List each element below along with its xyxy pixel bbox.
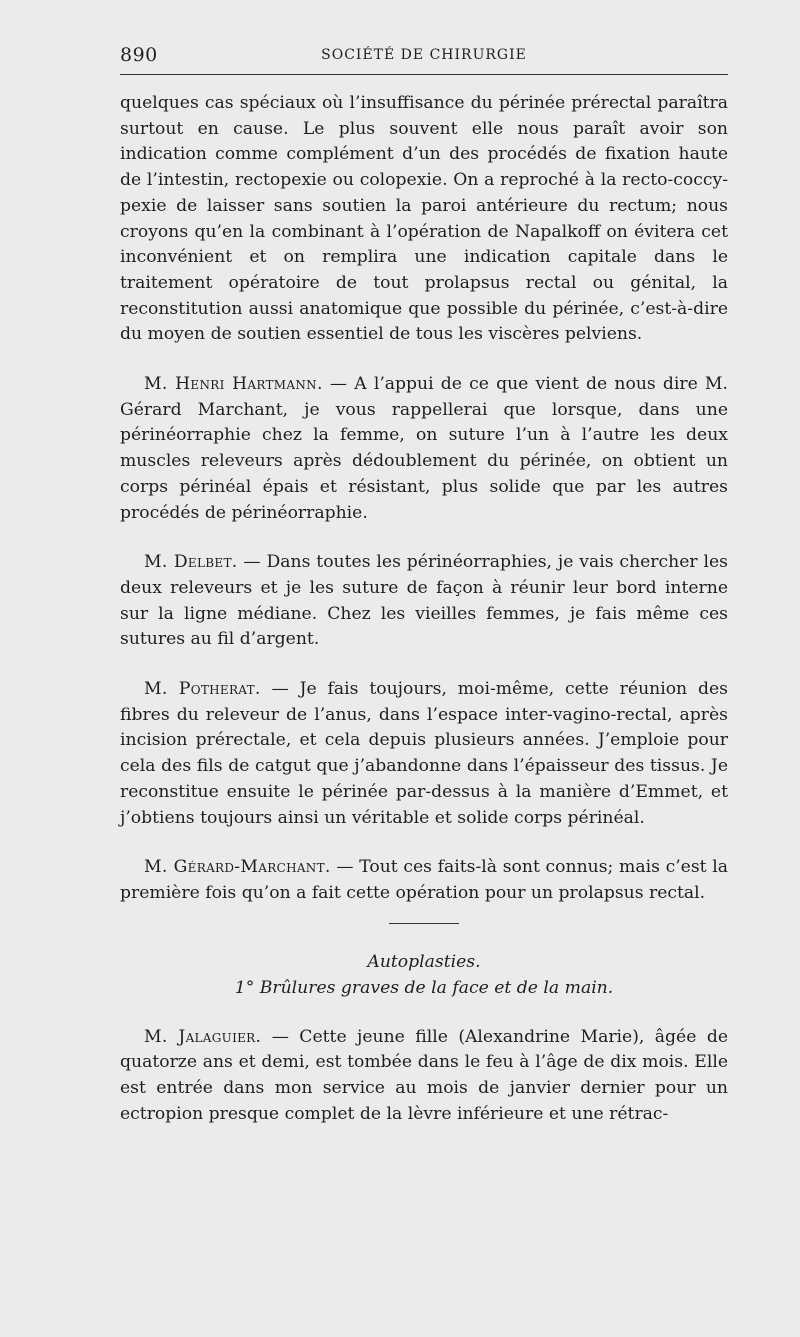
page-number: 890 xyxy=(120,44,158,66)
header-rule xyxy=(120,74,728,75)
paragraph-text: — Cette jeune fille (Alexandrine Marie), âgée de quatorze ans et demi, est tombée dans le feu à l’âge de dix mois. Elle est entrée dans mon service au mois de janvier dernier pour un ectropion presque complet de la lèvre inférieure et une rétrac- xyxy=(120,1026,728,1124)
paragraph-text: — Je fais toujours, moi-même, cette réunion des fibres du releveur de l’anus, dans l’espace inter-vagino-rectal, après incision prérectale, et cela depuis plusieurs années. J’emploie pour cela des fils de catgut que j’abandonne dans l’épaisseur des tissus. Je reconstitue ensuite le périnée par-dessus à la manière d’Emmet, et j’obtiens toujours ainsi un véritable et solide corps périnéal. xyxy=(120,679,728,828)
speaker-name: M. Jalaguier. xyxy=(144,1026,262,1047)
paragraph-jalaguier xyxy=(120,1025,728,1128)
page-header xyxy=(120,44,728,68)
paragraph-delbet xyxy=(120,550,728,653)
speaker-name: M. Gérard-Marchant. xyxy=(144,857,331,878)
running-head: SOCIÉTÉ DE CHIRURGIE xyxy=(321,47,527,63)
paragraph-hartmann xyxy=(120,372,728,526)
section-title: Autoplasties. xyxy=(367,951,481,972)
paragraph-gerard-marchant xyxy=(120,855,728,906)
paragraph-potherat xyxy=(120,677,728,831)
paragraph-gap xyxy=(120,831,728,855)
paragraph-gap xyxy=(120,653,728,677)
speaker-name: M. Delbet. xyxy=(144,552,238,573)
section-separator xyxy=(389,923,459,924)
paragraph-text: — Tout ces faits-là sont connus; mais c’est la première fois qu’on a fait cette opération pour un prolapsus rectal. xyxy=(120,857,728,903)
paragraph-gap xyxy=(120,348,728,372)
paragraph-text: — A l’appui de ce que vient de nous dire M. Gérard Marchant, je vous rappellerai que lorsque, dans une périnéorraphie chez la femme, on suture l’un à l’autre les deux muscles releveurs après dédoublement du périnée, on obtient un corps périnéal épais et résistant, plus solide que par les autres procédés de périnéorraphie. xyxy=(120,374,728,523)
section-subtitle: 1° Brûlures graves de la face et de la main. xyxy=(234,977,614,998)
paragraph-gap xyxy=(120,526,728,550)
page-body xyxy=(120,91,728,1128)
speaker-name: M. Potherat. xyxy=(144,679,261,700)
paragraph-text: — Dans toutes les périnéorraphies, je vais chercher les deux releveurs et je les suture de façon à réunir leur bord interne sur la ligne médiane. Chez les vieilles femmes, je fais même ces sutures au fil d’argent. xyxy=(120,552,728,650)
speaker-name: M. Henri Hartmann. xyxy=(144,374,323,395)
paragraph-continuation: quelques cas spéciaux où l’insuffisance du périnée prérectal paraîtra surtout en cause. Le plus souvent elle nous paraît avoir son indication comme complément d’un des procédés de fixation haute de l’intestin, rectopexie ou colopexie. On a reproché à la recto-coccy-pexie de laisser sans soutien la paroi antérieure du rectum; nous croyons qu’en la combinant à l’opération de Napalkoff on évitera cet inconvénient et on remplira une indication capitale dans le traitement opératoire de tout prolapsus rectal ou génital, la reconstitution aussi anatomique que possible du périnée, c’est-à-dire du moyen de soutien essentiel de tous les viscères pelviens. xyxy=(120,93,728,345)
